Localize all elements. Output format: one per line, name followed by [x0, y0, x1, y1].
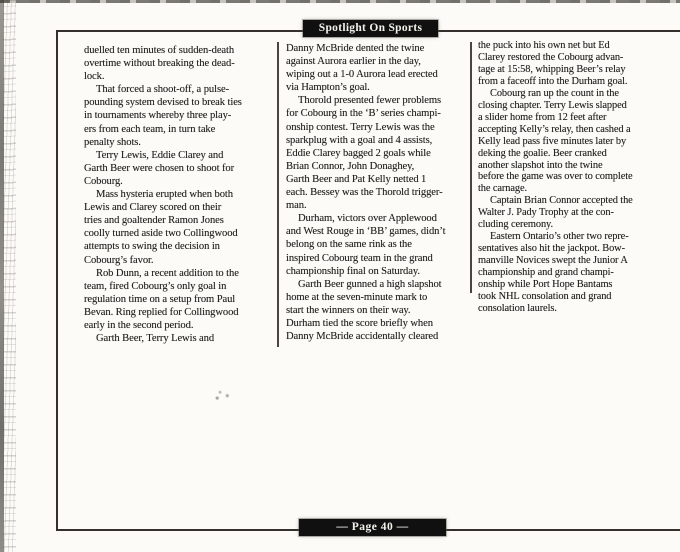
article-text-line: regulation time on a setup from Paul: [84, 293, 236, 305]
article-text-line: Thorold presented fewer problems: [298, 95, 442, 107]
article-text-line: That forced a shoot-off, a pulse-: [96, 84, 229, 96]
article-text-line: tage at 15:58, whipping Beer’s relay: [478, 63, 626, 75]
footer-banner: [299, 519, 446, 536]
article-text-line: a slider home from 12 feet after: [478, 111, 607, 123]
article-text-line: and West Rouge in ‘BB’ games, didn’t: [286, 226, 446, 238]
article-text-line: Clarey restored the Cobourg advan-: [478, 51, 624, 63]
article-text-line: championship and grand champi-: [478, 267, 614, 279]
article-text-line: onship contest. Terry Lewis was the: [286, 121, 435, 133]
article-text-line: closing chapter. Terry Lewis slapped: [478, 99, 627, 111]
article-text-line: championship final on Saturday.: [286, 265, 420, 277]
article-text-line: Eddie Clarey bagged 2 goals while: [286, 147, 431, 159]
article-text-line: from a faceoff into the Durham goal.: [478, 75, 628, 87]
article-text-line: against Aurora earlier in the day,: [286, 56, 421, 68]
article-text-line: accepting Kelly’s relay, then cashed a: [478, 123, 631, 135]
article-text-line: consolation laurels.: [478, 302, 557, 314]
article-text-line: Mass hysteria erupted when both: [96, 189, 233, 201]
article-text-line: lock.: [84, 71, 105, 83]
article-text-line: wiping out a 1-0 Aurora lead erected: [286, 69, 438, 81]
article-text-line: cluding ceremony.: [478, 219, 553, 231]
column-divider-1: [277, 42, 279, 347]
header-banner: [303, 20, 438, 37]
article-text-line: before the game was over to complete: [478, 171, 633, 183]
article-text-line: pounding system devised to break ties: [84, 97, 242, 109]
article-text-line: manville Novices swept the Junior A: [478, 255, 628, 267]
article-text-line: Danny McBride dented the twine: [286, 43, 425, 54]
article-text-line: took NHL consolation and grand: [478, 291, 612, 303]
scan-smudge-artifact: [210, 388, 234, 402]
article-text-line: inspired Cobourg team in the grand: [286, 252, 433, 264]
article-text-line: start the winners on their way.: [286, 304, 411, 316]
article-text-line: Lewis and Clarey scored on their: [84, 202, 222, 214]
article-text-line: the puck into his own net but Ed: [478, 40, 610, 51]
article-text-line: another slapshot into the twine: [478, 159, 603, 171]
article-text-line: Garth Beer and Pat Kelly netted 1: [286, 173, 427, 185]
article-text-line: Bevan. Ring replied for Collingwood: [84, 306, 239, 318]
article-text-line: deking the goalie. Beer cranked: [478, 147, 607, 159]
article-column-3: [478, 40, 668, 315]
article-text-line: in tournaments whereby three play-: [84, 110, 232, 122]
article-text-line: sentatives also hit the jackpot. Bow-: [478, 243, 625, 255]
article-text-line: for Cobourg in the ‘B’ series champi-: [286, 108, 441, 120]
scan-edge-top-artifact: [0, 0, 680, 3]
footer-banner-text: — Page 40 —: [336, 521, 409, 533]
article-text-line: Garth Beer, Terry Lewis and: [96, 333, 215, 345]
article-text-line: ers from each team, in turn take: [84, 123, 216, 135]
article-text-line: the carnage.: [478, 183, 527, 195]
article-text-line: Walter J. Pady Trophy at the con-: [478, 207, 614, 219]
article-text-line: each. Bessey was the Thorold trigger-: [286, 187, 443, 199]
article-text-line: belong on the same rink as the: [286, 239, 412, 251]
article-text-line: onship while Port Hope Bantams: [478, 279, 613, 291]
article-text-line: coolly turned aside two Collingwood: [84, 228, 238, 240]
article-text-line: tries and goaltender Ramon Jones: [84, 215, 224, 227]
article-text-line: Rob Dunn, a recent addition to the: [96, 267, 239, 279]
article-text-line: Garth Beer gunned a high slapshot: [298, 278, 442, 290]
article-text-line: Captain Brian Connor accepted the: [490, 195, 633, 207]
article-text-line: Brian Connor, John Donaghey,: [286, 160, 415, 172]
article-text-line: Kelly lead pass five minutes later by: [478, 135, 627, 147]
article-text-line: Cobourg’s favor.: [84, 254, 154, 266]
article-text-line: Terry Lewis, Eddie Clarey and: [96, 149, 224, 161]
article-text-line: man.: [286, 200, 307, 212]
article-text-line: Garth Beer were chosen to shoot for: [84, 162, 235, 174]
article-text-line: team, fired Cobourg’s only goal in: [84, 280, 227, 292]
article-text-line: Cobourg.: [84, 175, 123, 187]
article-column-2: [286, 42, 470, 343]
article-text-line: Durham, victors over Applewood: [298, 213, 437, 225]
article-text-line: home at the seven-minute mark to: [286, 291, 428, 303]
article-text-line: Danny McBride accidentally cleared: [286, 331, 439, 343]
article-column-1: [84, 44, 276, 345]
article-text-line: penalty shots.: [84, 136, 141, 148]
article-text-line: Eastern Ontario’s other two repre-: [490, 231, 629, 243]
header-banner-text: Spotlight On Sports: [318, 22, 423, 34]
article-text-line: Cobourg ran up the count in the: [490, 87, 619, 99]
column-divider-2: [470, 42, 472, 293]
article-text-line: overtime without breaking the dead-: [84, 58, 235, 70]
scan-speckle-artifact: [3, 0, 16, 552]
article-text-line: duelled ten minutes of sudden-death: [84, 45, 235, 56]
article-text-line: via Hampton’s goal.: [286, 82, 370, 94]
article-text-line: Durham tied the score briefly when: [286, 317, 433, 329]
article-text-line: attempts to swing the decision in: [84, 241, 220, 253]
article-text-line: sparkplug with a goal and 4 assists,: [286, 134, 433, 146]
article-text-line: early in the second period.: [84, 319, 194, 331]
